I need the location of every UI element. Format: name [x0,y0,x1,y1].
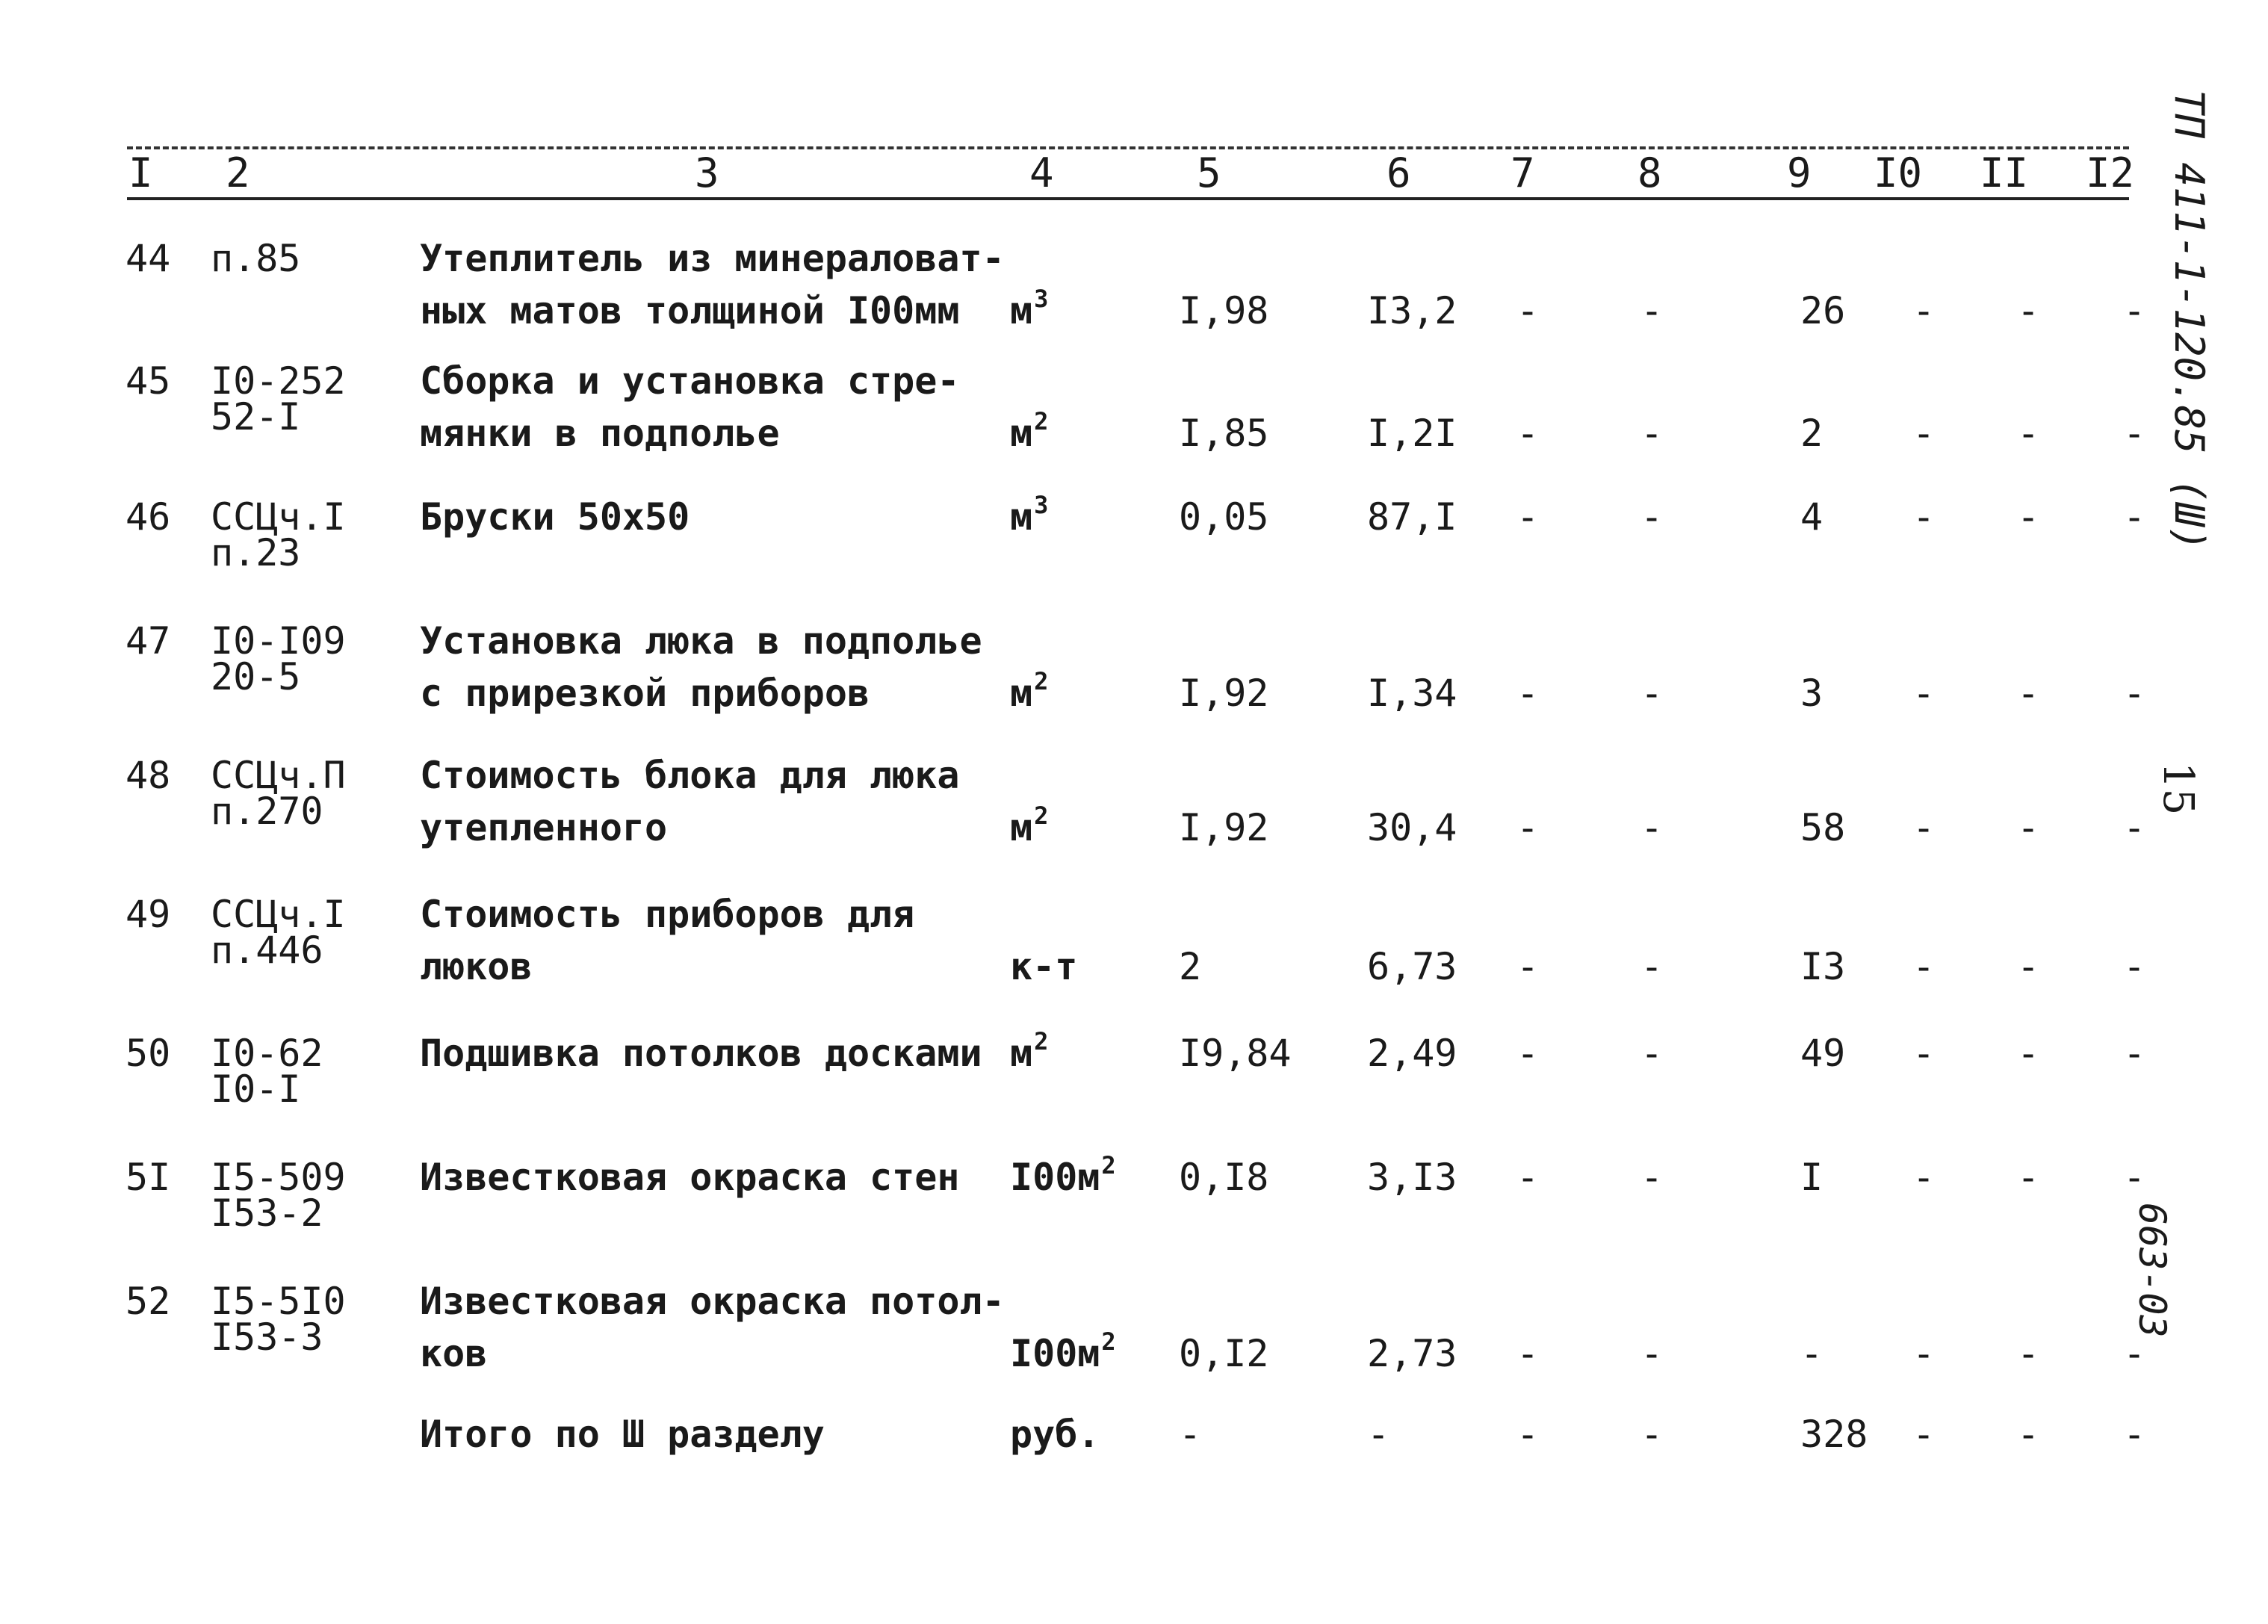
row-number: 46 [126,495,171,539]
work-description: Известковая окраска потол- [420,1280,1005,1323]
column-header: 2 [226,149,250,196]
unit-of-measure [1010,802,1049,855]
value-col-8: - [1640,945,1664,988]
norm-code: I5-5I0 [211,1280,346,1323]
value-col-12: - [2123,1332,2146,1375]
value-col-8: - [1640,1032,1664,1075]
unit-of-measure [1010,1412,1100,1457]
value-col-5: I,98 [1179,289,1269,332]
value-col-10: - [1912,495,1936,539]
unit-exponent: 2 [1034,407,1049,436]
value-col-11: - [2017,1413,2040,1456]
column-header: I0 [1874,149,1923,196]
unit-text: м [1010,495,1033,539]
value-col-6: - [1367,1413,1390,1456]
value-col-9: 2 [1800,412,1824,455]
value-col-10: - [1912,1032,1936,1075]
margin-document-code: ТП 411-1-120.85 (Ш) [2166,90,2213,551]
value-col-7: - [1516,1156,1540,1199]
work-description: Подшивка потолков досками [420,1032,982,1075]
column-header: 3 [695,149,719,196]
row-number: 49 [126,893,171,936]
unit-text: м [1010,806,1033,849]
value-col-6: 3,I3 [1367,1156,1457,1199]
row-number: 45 [126,359,171,403]
value-col-9: 3 [1800,672,1824,715]
unit-text: руб. [1010,1413,1100,1456]
unit-of-measure [1010,944,1077,989]
unit-of-measure [1010,407,1049,460]
norm-code: п.23 [211,531,301,574]
value-col-12: - [2123,672,2146,715]
value-col-8: - [1640,1413,1664,1456]
work-description: утепленного [420,806,668,849]
norm-code: 20-5 [211,655,301,698]
unit-text: к-т [1010,945,1078,988]
value-col-11: - [2017,1032,2040,1075]
value-col-5: I9,84 [1179,1032,1292,1075]
value-col-12: - [2123,289,2146,332]
value-col-10: - [1912,945,1936,988]
work-description: Известковая окраска стен [420,1156,960,1199]
norm-code: ССЦч.I [211,495,346,539]
work-description: ных матов толщиной I00мм [420,289,960,332]
value-col-12: - [2123,1413,2146,1456]
value-col-5: - [1179,1413,1202,1456]
work-description: Установка люка в подполье [420,619,982,663]
work-description: Стоимость приборов для [420,893,915,936]
value-col-5: 2 [1179,945,1202,988]
value-col-8: - [1640,1156,1664,1199]
value-col-5: 0,I2 [1179,1332,1269,1375]
unit-text: м [1010,412,1033,455]
value-col-9: I [1800,1156,1824,1199]
norm-code: I0-252 [211,359,346,403]
value-col-10: - [1912,806,1936,849]
value-col-7: - [1516,495,1540,539]
norm-code: ССЦч.П [211,754,346,797]
norm-code: I0-I [211,1067,301,1111]
column-header: II [1980,149,2029,196]
norm-code: I53-2 [211,1191,323,1235]
value-col-10: - [1912,1413,1936,1456]
column-header: 8 [1638,149,1662,196]
work-description: ков [420,1332,488,1375]
value-col-8: - [1640,806,1664,849]
unit-exponent: 3 [1034,285,1049,313]
unit-exponent: 2 [1101,1151,1116,1180]
column-header: I [128,149,153,196]
norm-code: 52-I [211,395,301,438]
value-col-7: - [1516,945,1540,988]
value-col-9: I3 [1800,945,1846,988]
value-col-7: - [1516,1332,1540,1375]
value-col-11: - [2017,806,2040,849]
unit-text: м [1010,289,1033,332]
value-col-9: 328 [1800,1413,1868,1456]
norm-code: ССЦч.I [211,893,346,936]
unit-exponent: 2 [1034,802,1049,830]
column-header: 6 [1386,149,1411,196]
value-col-8: - [1640,495,1664,539]
value-col-9: - [1800,1332,1824,1375]
norm-code: п.270 [211,790,323,833]
norm-code: п.85 [211,237,301,280]
value-col-12: - [2123,1156,2146,1199]
unit-text: I00м [1010,1332,1100,1375]
value-col-11: - [2017,289,2040,332]
value-col-5: I,92 [1179,672,1269,715]
value-col-12: - [2123,806,2146,849]
column-header: 9 [1787,149,1812,196]
work-description: люков [420,945,533,988]
value-col-8: - [1640,1332,1664,1375]
value-col-6: I,2I [1367,412,1457,455]
value-col-8: - [1640,289,1664,332]
value-col-6: 2,73 [1367,1332,1457,1375]
table-header-rule [127,197,2129,200]
row-number: 44 [126,237,171,280]
unit-of-measure [1010,285,1049,338]
unit-of-measure [1010,491,1049,544]
value-col-10: - [1912,412,1936,455]
value-col-9: 4 [1800,495,1824,539]
value-col-12: - [2123,495,2146,539]
value-col-8: - [1640,412,1664,455]
value-col-7: - [1516,289,1540,332]
value-col-10: - [1912,289,1936,332]
value-col-5: I,92 [1179,806,1269,849]
column-header: 7 [1511,149,1535,196]
value-col-7: - [1516,412,1540,455]
value-col-6: 2,49 [1367,1032,1457,1075]
work-description: Утеплитель из минераловат- [420,237,1005,280]
total-label: Итого по Ш разделу [420,1413,825,1456]
row-number: 48 [126,754,171,797]
value-col-10: - [1912,1156,1936,1199]
unit-exponent: 3 [1034,491,1049,519]
unit-exponent: 2 [1034,667,1049,695]
value-col-11: - [2017,412,2040,455]
unit-text: м [1010,672,1033,715]
value-col-7: - [1516,672,1540,715]
row-number: 50 [126,1032,171,1075]
value-col-10: - [1912,1332,1936,1375]
value-col-12: - [2123,1032,2146,1075]
unit-text: м [1010,1032,1033,1075]
value-col-9: 49 [1800,1032,1846,1075]
value-col-6: I3,2 [1367,289,1457,332]
row-number: 52 [126,1280,171,1323]
unit-exponent: 2 [1034,1027,1049,1056]
value-col-7: - [1516,1032,1540,1075]
unit-of-measure [1010,1027,1049,1080]
row-number: 47 [126,619,171,663]
unit-of-measure [1010,1327,1116,1380]
value-col-7: - [1516,1413,1540,1456]
work-description: с прирезкой приборов [420,672,870,715]
value-col-12: - [2123,412,2146,455]
value-col-9: 58 [1800,806,1846,849]
value-col-11: - [2017,1332,2040,1375]
norm-code: I53-3 [211,1315,323,1359]
value-col-5: I,85 [1179,412,1269,455]
row-number: 5I [126,1156,171,1199]
sheet-code: 663-03 [2131,1203,2174,1338]
norm-code: I0-62 [211,1032,323,1075]
work-description: Сборка и установка стре- [420,359,960,403]
value-col-11: - [2017,672,2040,715]
value-col-10: - [1912,672,1936,715]
page-number: 15 [2154,762,2202,816]
work-description: мянки в подполье [420,412,780,455]
unit-text: I00м [1010,1156,1100,1199]
value-col-5: 0,05 [1179,495,1269,539]
value-col-11: - [2017,495,2040,539]
value-col-9: 26 [1800,289,1846,332]
value-col-11: - [2017,1156,2040,1199]
value-col-5: 0,I8 [1179,1156,1269,1199]
norm-code: I0-I09 [211,619,346,663]
column-header: 5 [1197,149,1221,196]
unit-of-measure [1010,1151,1116,1204]
unit-exponent: 2 [1101,1327,1116,1356]
column-header: I2 [2086,149,2135,196]
value-col-7: - [1516,806,1540,849]
value-col-6: 6,73 [1367,945,1457,988]
value-col-8: - [1640,672,1664,715]
value-col-11: - [2017,945,2040,988]
work-description: Бруски 50х50 [420,495,690,539]
norm-code: I5-509 [211,1156,346,1199]
value-col-12: - [2123,945,2146,988]
table-top-rule [127,146,2129,149]
value-col-6: 30,4 [1367,806,1457,849]
value-col-6: I,34 [1367,672,1457,715]
value-col-6: 87,I [1367,495,1457,539]
norm-code: п.446 [211,929,323,972]
work-description: Стоимость блока для люка [420,754,960,797]
column-header: 4 [1029,149,1054,196]
unit-of-measure [1010,667,1049,720]
